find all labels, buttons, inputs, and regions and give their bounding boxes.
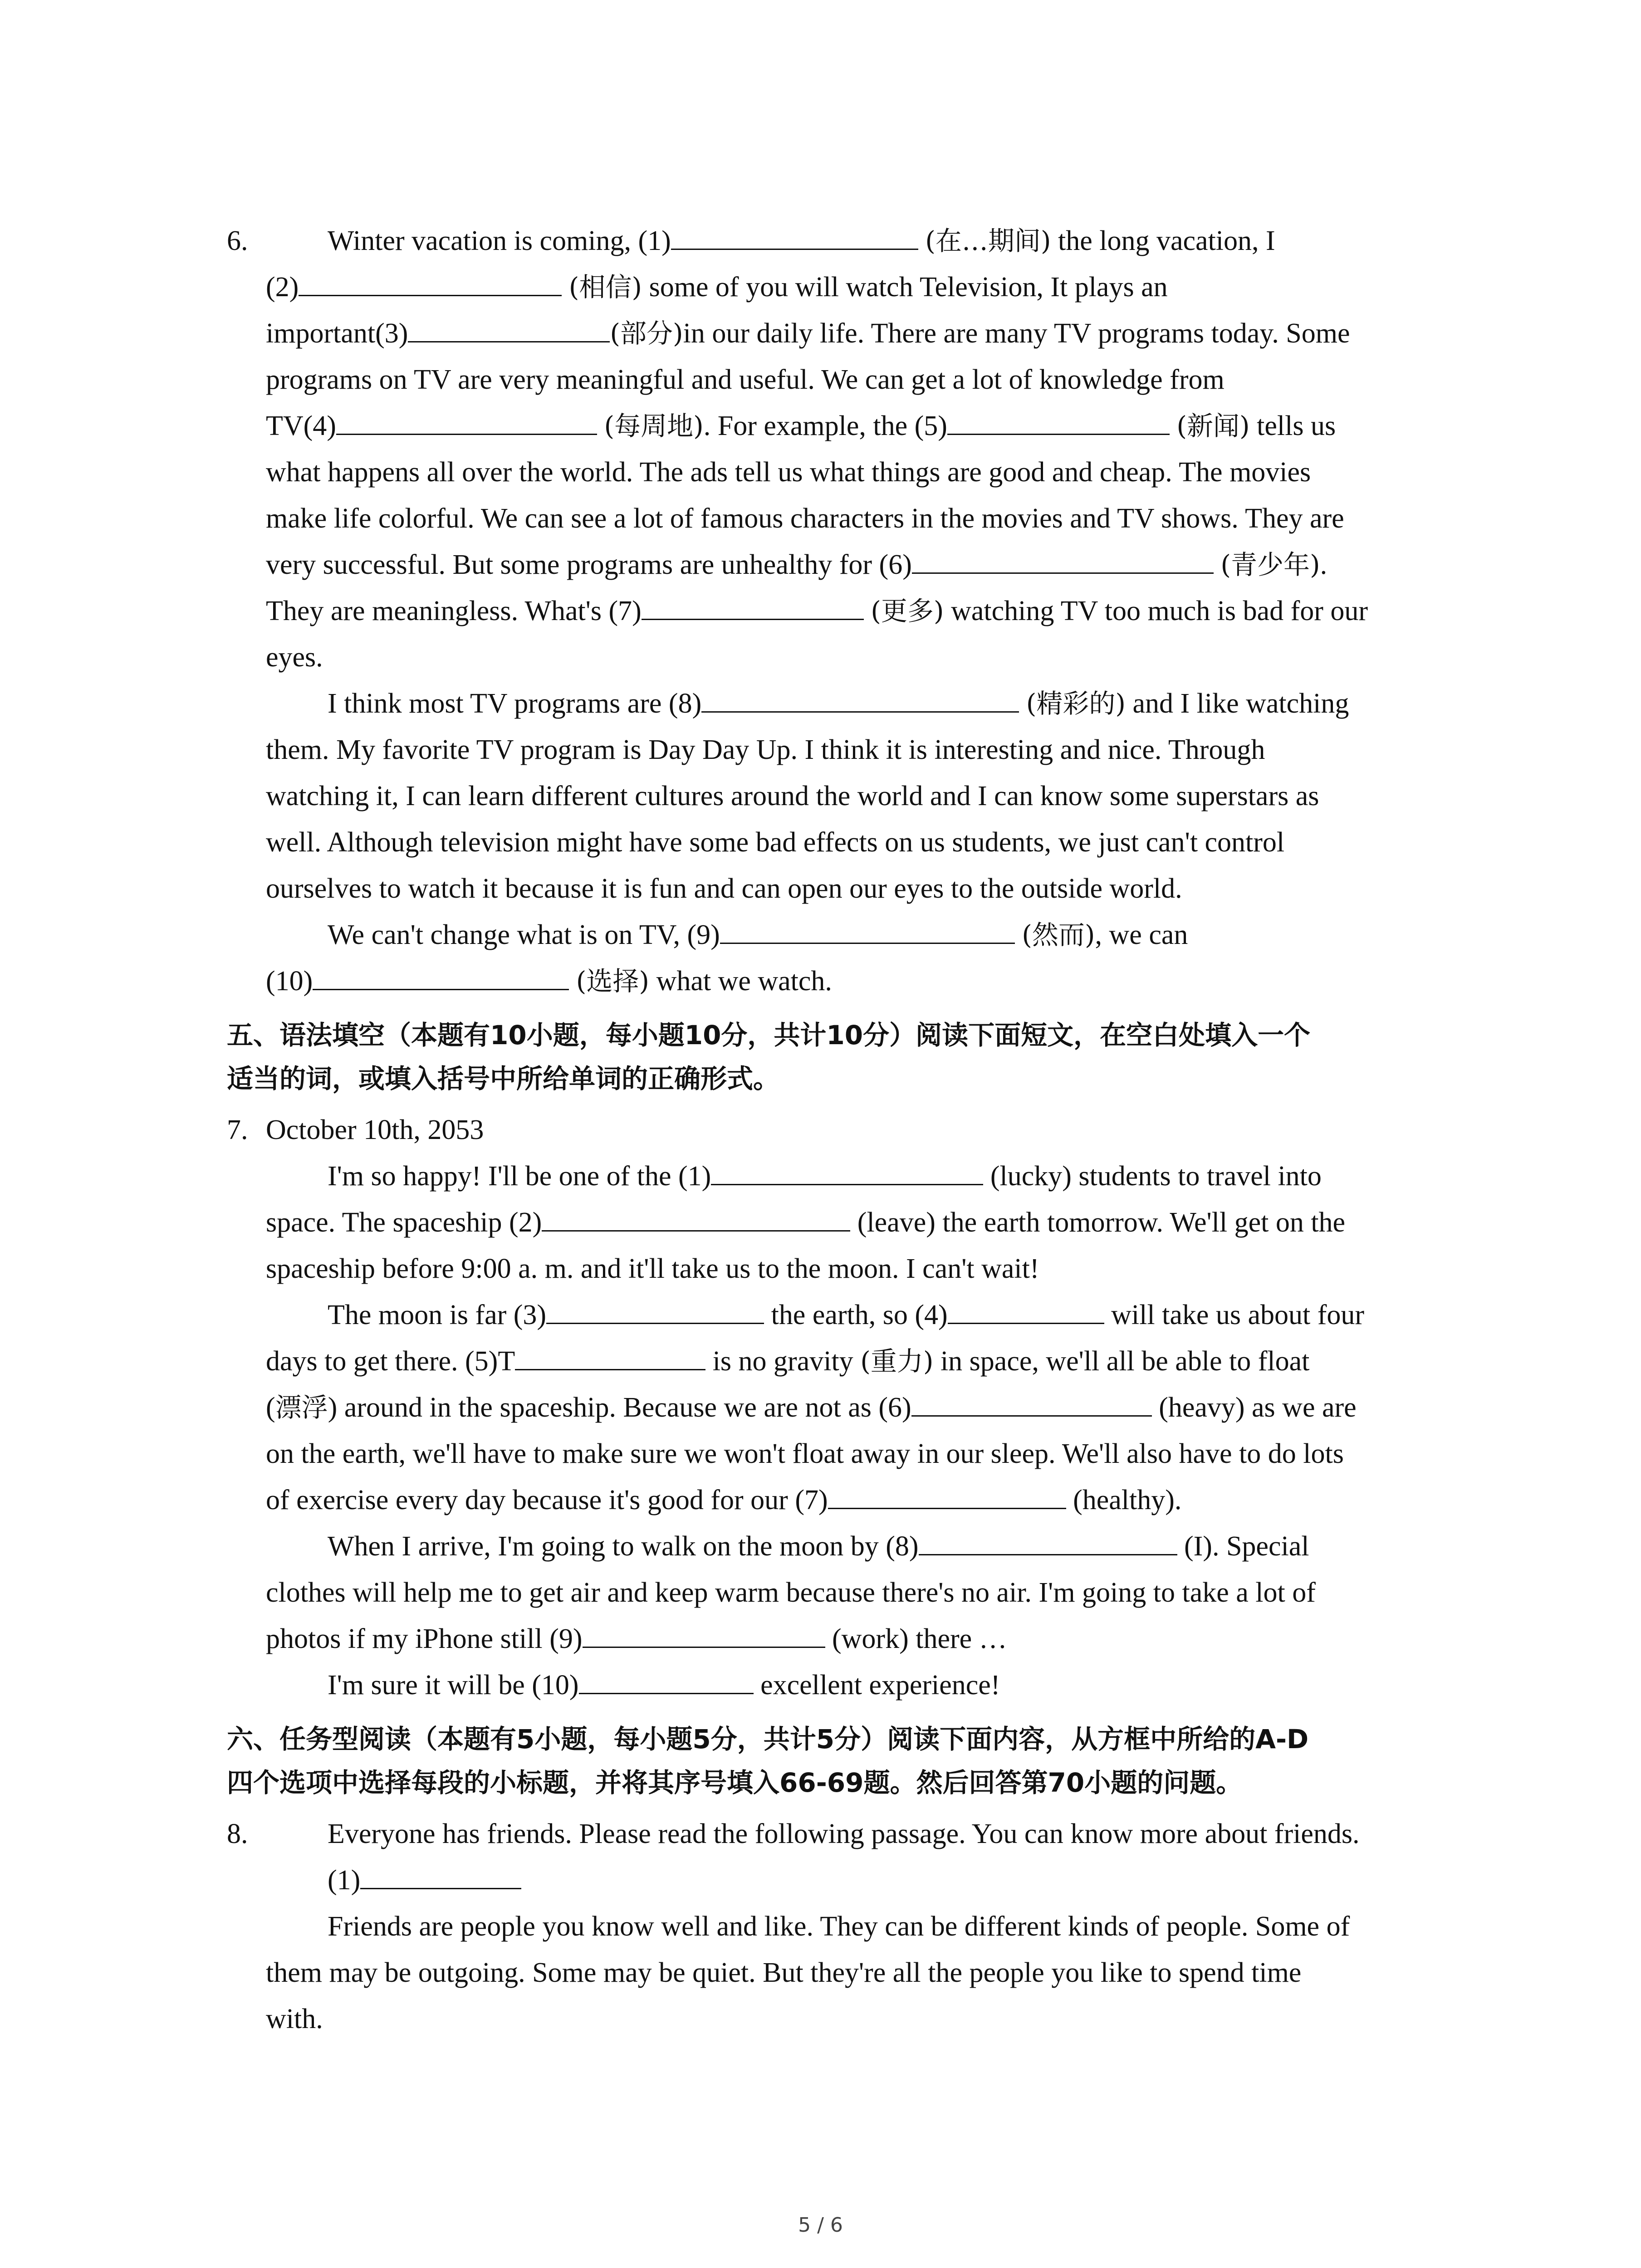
blank-3[interactable] [546,1295,764,1324]
q7-line-5: days to get there. (5)T is no gravity (重力) in space, we'll all be able to float [227,1338,1461,1384]
q7-line-2: space. The spaceship (2) (leave) the earth tomorrow. We'll get on the [227,1199,1461,1246]
blank-5[interactable] [947,406,1170,435]
blank-8[interactable] [701,683,1019,713]
q6-line-15: ourselves to watch it because it is fun and can open our eyes to the outside world. [266,873,1182,904]
q7-date-line: 7. October 10th, 2053 [227,1107,1461,1153]
section-5-heading-cont: 适当的词，或填入括号中所给单词的正确形式。 [227,1063,780,1094]
section-6-heading: 六、任务型阅读（本题有5小题，每小题5分，共计5分）阅读下面内容，从方框中所给的A-D [227,1724,1309,1755]
q8-intro-line: 8. Everyone has friends. Please read the following passage. You can know more about friends. [227,1811,1461,1857]
q7-line-4: The moon is far (3) the earth, so (4) will take us about four [227,1292,1461,1338]
blank-7[interactable] [642,591,864,620]
blank-4[interactable] [336,406,597,435]
content [227,218,1461,2042]
q6-line-3: important(3) (部分)in our daily life. There are many TV programs today. Some [227,310,1461,357]
blank-5[interactable] [515,1341,705,1370]
section-5-heading: 五、语法填空（本题有10小题，每小题10分，共计10分）阅读下面短文，在空白处填入一个 [227,1020,1311,1051]
q7-line-7: on the earth, we'll have to make sure we won't float away in our sleep. We'll also have to do lots [266,1438,1344,1469]
q6-line-13: watching it, I can learn different cultures around the world and I can know some superstars as [266,781,1319,811]
blank-2[interactable] [299,267,562,296]
q6-line-9: They are meaningless. What's (7) (更多) watching TV too much is bad for our [227,588,1461,634]
blank-6[interactable] [911,1387,1152,1417]
q6-line-2: (2) (相信) some of you will watch Television, It plays an [227,264,1461,310]
q7-line-12: I'm sure it will be (10) excellent experience! [227,1662,1461,1708]
q6-line-16: We can't change what is on TV, (9) (然而), we can [227,912,1461,958]
q6-line-1: 6. Winter vacation is coming, (1) (在…期间) the long vacation, I [227,218,1461,264]
q7-line-6: (漂浮) around in the spaceship. Because we are not as (6) (heavy) as we are [227,1384,1461,1431]
question-number: 8. [227,1818,248,1849]
blank-10[interactable] [313,961,569,990]
q6-line-17: (10) (选择) what we watch. [227,958,1461,1004]
q6-line-10: eyes. [266,642,323,673]
q8-blank-line: (1) [227,1857,1461,1903]
question-number: 7. [227,1114,248,1145]
q7-line-10: clothes will help me to get air and keep warm because there's no air. I'm going to take a lot of [266,1577,1316,1608]
blank-10[interactable] [579,1665,754,1694]
blank-4[interactable] [948,1295,1104,1324]
q6-line-4: programs on TV are very meaningful and useful. We can get a lot of knowledge from [266,364,1225,395]
q6-line-6: what happens all over the world. The ads tell us what things are good and cheap. The movies [266,457,1311,488]
page-number: 5 / 6 [798,2214,843,2237]
q6-line-12: them. My favorite TV program is Day Day Up. I think it is interesting and nice. Through [266,734,1265,765]
blank-8[interactable] [919,1526,1177,1555]
section-6-heading-cont: 四个选项中选择每段的小标题，并将其序号填入66-69题。然后回答第70小题的问题。 [227,1767,1243,1798]
q6-line-7: make life colorful. We can see a lot of famous characters in the movies and TV shows. They are [266,503,1344,534]
q6-line-14: well. Although television might have some bad effects on us students, we just can't control [266,827,1285,858]
q7-line-11: photos if my iPhone still (9) (work) there … [227,1616,1461,1662]
q7-line-8: of exercise every day because it's good for our (7) (healthy). [227,1477,1461,1523]
question-number: 6. [227,225,248,256]
q6-line-5: TV(4) (每周地). For example, the (5) (新闻) tells us [227,403,1461,449]
q7-line-1: I'm so happy! I'll be one of the (1) (lucky) students to travel into [227,1153,1461,1199]
q8-line-2: them may be outgoing. Some may be quiet. But they're all the people you like to spend time [266,1957,1302,1988]
blank-1[interactable] [360,1860,521,1889]
blank-1[interactable] [711,1156,983,1185]
blank-2[interactable] [542,1202,850,1232]
q8-line-1: Friends are people you know well and like. They can be different kinds of people. Some of [328,1911,1350,1942]
blank-9[interactable] [583,1618,825,1648]
blank-6[interactable] [912,544,1214,574]
blank-1[interactable] [671,220,918,250]
blank-7[interactable] [828,1480,1066,1509]
blank-3[interactable] [408,313,610,342]
q7-line-3: spaceship before 9:00 a. m. and it'll take us to the moon. I can't wait! [266,1253,1039,1284]
q6-line-11: I think most TV programs are (8) (精彩的) and I like watching [227,680,1461,727]
q7-line-9: When I arrive, I'm going to walk on the moon by (8) (I). Special [227,1523,1461,1569]
blank-9[interactable] [720,914,1015,944]
q8-line-3: with. [266,2004,323,2034]
q6-line-8: very successful. But some programs are unhealthy for (6) (青少年). [227,542,1461,588]
